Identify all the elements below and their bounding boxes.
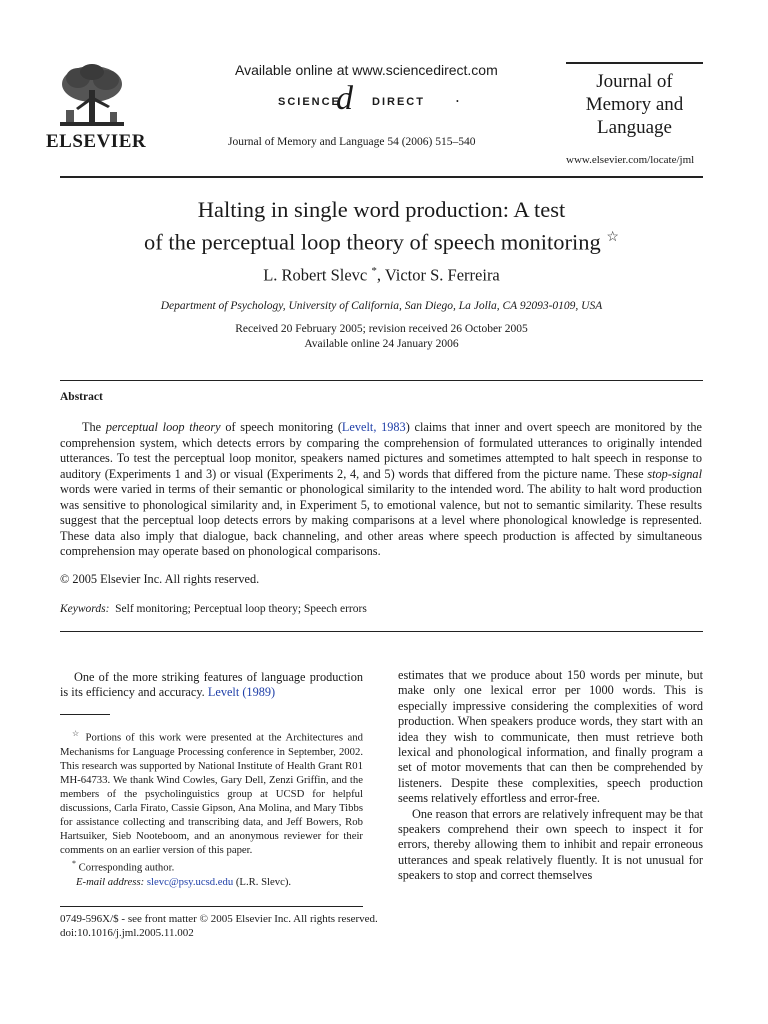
received-dates: Received 20 February 2005; revision received 26 October 2005 [235, 323, 528, 335]
footnote-asterisk: * [72, 859, 76, 869]
body-right-column [398, 668, 703, 884]
email-suffix: (L.R. Slevc). [233, 876, 292, 889]
footnote-corresponding [60, 857, 363, 875]
journal-name-line3: Language [597, 117, 672, 138]
abstract-emphasis-theory: perceptual loop theory [105, 420, 221, 434]
body-left-paragraph: One of the more striking features of language production is its efficiency and accuracy. [60, 670, 363, 700]
keywords-label: Keywords: [60, 603, 110, 615]
footnote-star-icon: ☆ [72, 729, 82, 738]
front-matter [60, 912, 378, 940]
abstract-bottom-rule [60, 631, 703, 632]
abstract-heading: Abstract [60, 391, 103, 403]
sd-logo-right: DIRECT [372, 96, 425, 108]
article-title [60, 196, 703, 257]
title-line2-wrap [60, 224, 703, 257]
doi-line[interactable]: doi:10.1016/j.jml.2005.11.002 [60, 927, 194, 939]
issn-line: 0749-596X/$ - see front matter © 2005 Elsevier Inc. All rights reserved. [60, 913, 378, 925]
author-separator: , [376, 265, 385, 285]
abstract-text [60, 420, 702, 560]
available-online-text[interactable]: Available online at www.sciencedirect.com [235, 62, 498, 78]
journal-name-line1: Journal of [596, 71, 673, 92]
journal-top-rule [566, 62, 703, 64]
sd-logo-mark: d [336, 80, 353, 117]
footnote-acknowledgment-text: Portions of this work were presented at the Architectures and Mechanisms for Language Processing conference in September, 2002. This research was supported by National Institute of Health Grant R01 MH-64733. We thank Wind Cowles, Gary Dell, Zenzi Griffin, and the members of the psycholinguistics group at UCSD for helpful discussions, Carla Firato, Cassie Gipson, Ana Molina, and Mary Tibbs for assistance collecting and transcribing data, and Jeff Bowers, Rob Hartsuiker, Sieb Nooteboom, and an anonymous reviewer for their comments on an earlier version of this paper. [60, 731, 363, 857]
abstract-emphasis-stop-signal: stop-signal [647, 466, 702, 481]
citation-link-levelt-1983[interactable]: Levelt, 1983 [341, 420, 406, 434]
journal-name-box [566, 62, 703, 139]
corresponding-mark[interactable]: * [371, 265, 377, 277]
abstract-copyright: © 2005 Elsevier Inc. All rights reserved. [60, 572, 260, 586]
title-star-icon[interactable]: ☆ [606, 230, 619, 245]
sciencedirect-logo[interactable] [278, 80, 468, 122]
title-line1: Halting in single word production: A test [197, 197, 566, 222]
authors-line [60, 265, 703, 286]
author-2: Victor S. Ferreira [384, 265, 500, 285]
abstract-top-rule [60, 380, 703, 381]
abstract-part-b: of speech monitoring ( [220, 420, 342, 434]
footnote-corresponding-text: Corresponding author. [76, 861, 175, 874]
keywords-list: Self monitoring; Perceptual loop theory; Speech errors [115, 603, 367, 615]
elsevier-tree-logo [52, 62, 132, 130]
front-matter-rule [60, 906, 363, 907]
article-dates [60, 322, 703, 352]
body-right-paragraph-1: estimates that we produce about 150 words per minute, but make only one lexical error per 1000 words. This is especially impressive considering the complexities of word production. When speakers produce words, they start with an idea they wish to communicate, then must retrieve both lexical and phonological information, and finally program a set of motor movements that can then be comprehended by listeners. Despite these complexities, speech production seems relatively effortless and error-free. [398, 668, 703, 806]
abstract-part-d: words were varied in terms of their semantic or phonological similarity to the intended word. The ability to halt word production was sensitive to phonological similarity and, in Experiment 5, to emotional valence, but not to semantic similarity. These results suggest that the perceptual loop detects errors by making comparisons at a level where phonological knowledge is represented. These data also imply that dialogue, back channeling, and other areas where speech production is affected by simultaneous comprehension may operate based on phonological comparisons. [60, 482, 702, 558]
citation-link-levelt-1989[interactable]: Levelt (1989) [207, 685, 276, 700]
affiliation: Department of Psychology, University of California, San Diego, La Jolla, CA 92093-0109, USA [160, 300, 603, 312]
publisher-name: ELSEVIER [46, 131, 147, 152]
journal-url[interactable]: www.elsevier.com/locate/jml [566, 154, 695, 166]
author-1: L. Robert Slevc [263, 265, 368, 285]
body-right-paragraph-2: One reason that errors are relatively infrequent may be that speakers comprehend their own speech to inspect it for errors, thereby allowing them to inhibit and repair erroneous utterances and speak relatively fluently. It is not unusual for speakers to stop and correct themselves [398, 806, 703, 883]
footnote-rule [60, 714, 110, 715]
journal-citation: Journal of Memory and Language 54 (2006) 515–540 [228, 136, 476, 148]
header-rule [60, 176, 703, 178]
body-left-column [60, 670, 363, 701]
journal-name-line2: Memory and [585, 94, 684, 115]
sd-logo-dot: • [456, 97, 459, 106]
sd-logo-left: SCIENCE [278, 96, 341, 108]
footnote-acknowledgment [60, 727, 363, 857]
keywords [60, 603, 367, 615]
abstract-part-a: The [82, 420, 106, 434]
abstract-part-c: ) claims that inner and overt speech are monitored by the comprehension system, which detects errors by comparing the comprehension of formulated utterances to originally intended utterances. To test the perceptual loop monitor, speakers named pictures and sometimes attempted to halt speech in response to auditory (Experiments 1 and 3) or visual (Experiments 2, 4, and 5) words that differed from the picture name. These [60, 420, 702, 481]
email-label: E-mail address: [76, 876, 145, 889]
available-date: Available online 24 January 2006 [304, 338, 459, 350]
email-link[interactable]: slevc@psy.ucsd.edu [146, 876, 234, 889]
footnote-email [60, 875, 363, 889]
footnotes [60, 727, 363, 889]
title-line2: of the perceptual loop theory of speech monitoring [144, 229, 601, 255]
